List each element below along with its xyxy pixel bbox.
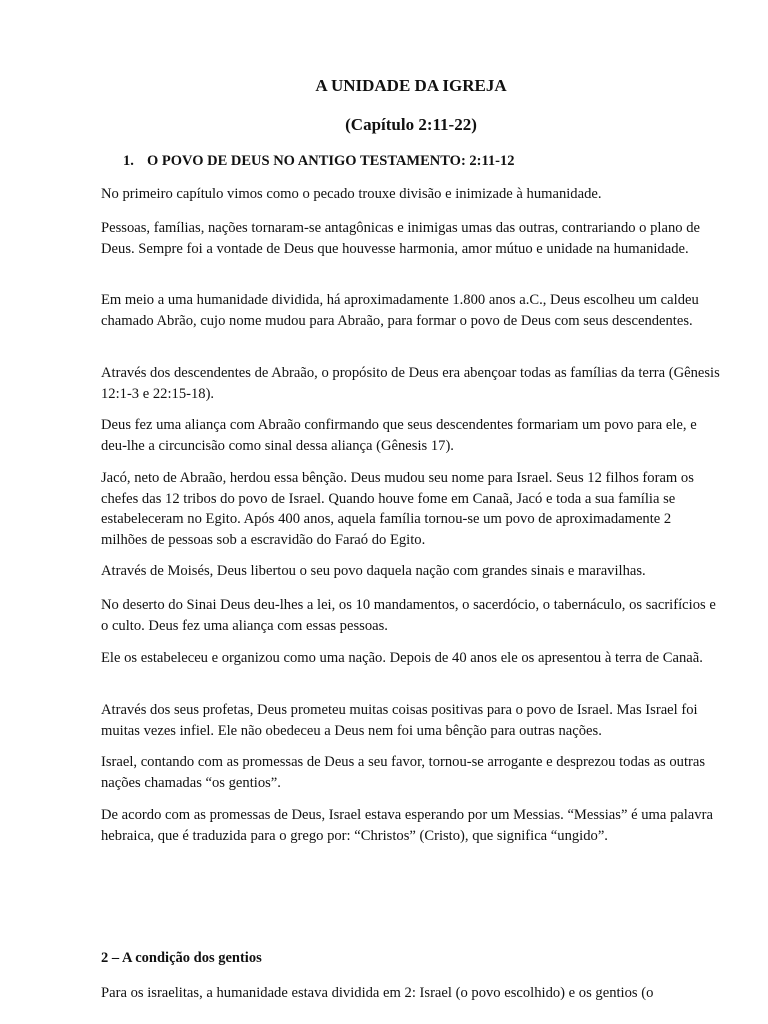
document-title: A UNIDADE DA IGREJA: [315, 76, 507, 95]
document-subtitle: (Capítulo 2:11-22): [345, 115, 477, 134]
section-2-heading: 2 – A condição dos gentios: [101, 950, 262, 966]
paragraph-1: No primeiro capítulo vimos como o pecado trouxe divisão e inimizade à humanidade.: [101, 186, 602, 202]
paragraph-9: Ele os estabeleceu e organizou como uma nação. Depois de 40 anos ele os apresentou à terra de Canaã.: [101, 650, 703, 666]
paragraph-11: Israel, contando com as promessas de Deus a seu favor, tornou-se arrogante e desprezou todas as outras nações chamadas “os gentios”.: [101, 754, 706, 791]
paragraph-8: No deserto do Sinai Deus deu-lhes a lei, os 10 mandamentos, o sacerdócio, o tabernáculo, os sacrifícios e o culto. Deus fez uma aliança com essas pessoas.: [101, 597, 716, 634]
section-1-number: 1.: [123, 153, 134, 169]
paragraph-7: Através de Moisés, Deus libertou o seu povo daquela nação com grandes sinais e maravilhas.: [101, 563, 646, 579]
section-1-heading: [123, 153, 515, 170]
section-2-paragraph: Para os israelitas, a humanidade estava dividida em 2: Israel (o povo escolhido) e os gentios (o: [101, 985, 654, 1001]
section-1-title: O POVO DE DEUS NO ANTIGO TESTAMENTO: 2:11-12: [147, 153, 515, 169]
paragraph-6: Jacó, neto de Abraão, herdou essa bênção. Deus mudou seu nome para Israel. Seus 12 filhos foram os chefes das 12 tribos do povo de Israel. Quando houve fome em Canaã, Jacó e toda a sua família se estabeleceram no Egito. Após 400 anos, aquela família tornou-se um povo de aproximadamente 2 milhões de pessoas sob a escravidão do Faraó do Egito.: [101, 470, 694, 548]
paragraph-4: Através dos descendentes de Abraão, o propósito de Deus era abençoar todas as famílias da terra (Gênesis 12:1-3 e 22:15-18).: [101, 365, 720, 402]
paragraph-5: Deus fez uma aliança com Abraão confirmando que seus descendentes formariam um povo para ele, e deu-lhe a circuncisão como sinal dessa aliança (Gênesis 17).: [101, 417, 697, 454]
paragraph-3: Em meio a uma humanidade dividida, há aproximadamente 1.800 anos a.C., Deus escolheu um caldeu chamado Abrão, cujo nome mudou para Abraão, para formar o povo de Deus com seus descendentes.: [101, 292, 699, 329]
paragraph-12: De acordo com as promessas de Deus, Israel estava esperando por um Messias. “Messias” é uma palavra hebraica, que é traduzida para o grego por: “Christos” (Cristo), que significa “ungido”.: [101, 807, 713, 844]
paragraph-2: Pessoas, famílias, nações tornaram-se antagônicas e inimigas umas das outras, contrariando o plano de Deus. Sempre foi a vontade de Deus que houvesse harmonia, amor mútuo e unidade na humanidade.: [101, 220, 700, 257]
paragraph-10: Através dos seus profetas, Deus prometeu muitas coisas positivas para o povo de Israel. Mas Israel foi muitas vezes infiel. Ele não obedeceu a Deus nem foi uma bênção para outras nações.: [101, 702, 698, 739]
